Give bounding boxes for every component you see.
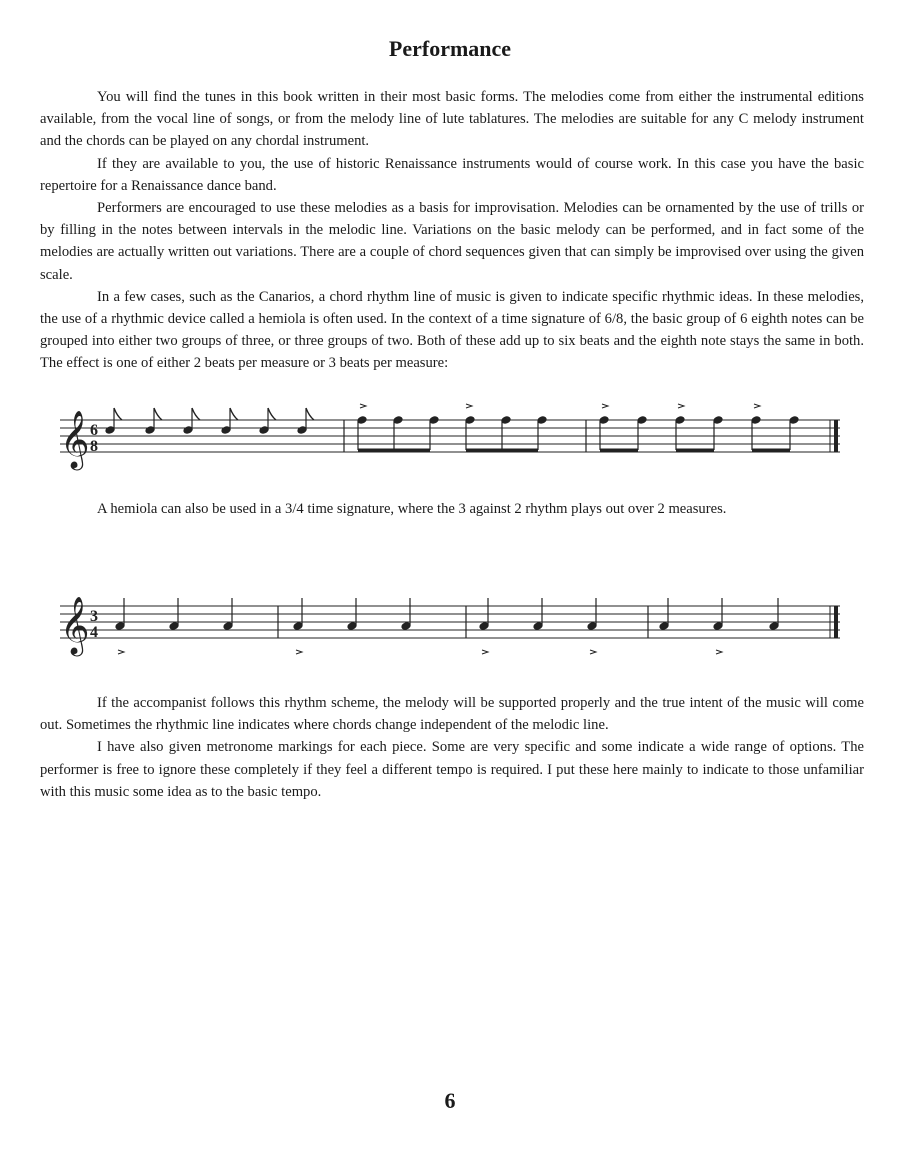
music-example-3-4 <box>60 590 850 670</box>
time-signature-top: 3 <box>90 608 98 625</box>
time-signature-bottom: 8 <box>90 438 98 455</box>
accent-mark <box>360 404 472 408</box>
measure-1 <box>105 408 314 434</box>
paragraph: A hemiola can also be used in a 3/4 time signature, where the 3 against 2 rhythm plays out over 2 measures. <box>97 501 727 517</box>
eighth-note <box>105 408 122 434</box>
hemiola-text <box>40 498 800 520</box>
music-example-6-8 <box>60 400 850 480</box>
eighth-note <box>145 408 162 434</box>
accent-mark <box>602 404 760 408</box>
paragraph: In a few cases, such as the Canarios, a chord rhythm line of music is given to indicate specific rhythmic ideas. In these melodies, the use of a rhythmic device called a hemiola is often used. In the context of a time signature of 6/8, the basic group of 6 eighth notes can be grouped into either two groups of three, or three groups of two. Both of these add up to six beats and the eighth note stays the same in both. The effect is one of either 2 beats per measure or 3 beats per measure: <box>40 288 864 372</box>
accent-mark <box>296 650 302 654</box>
measure-2 <box>357 404 547 450</box>
intro-text <box>40 86 864 375</box>
treble-clef-icon: 𝄞 <box>60 596 90 654</box>
time-signature-top: 6 <box>90 422 98 439</box>
page-number: 6 <box>444 1088 456 1113</box>
paragraph: If they are available to you, the use of historic Renaissance instruments would of course work. In this case you have the basic repertoire for a Renaissance dance band. <box>40 155 864 194</box>
eighth-note <box>297 408 314 434</box>
staff-lines <box>60 606 840 638</box>
accent-mark <box>590 650 596 654</box>
closing-text <box>40 692 864 803</box>
treble-clef-icon: 𝄞 <box>60 410 90 468</box>
accent-mark <box>716 650 722 654</box>
accent-mark <box>482 650 488 654</box>
staff-lines <box>60 420 840 452</box>
eighth-note <box>221 408 238 434</box>
paragraph: You will find the tunes in this book written in their most basic forms. The melodies come from either the instrumental editions available, from the vocal line of songs, or from the melody line of lute tablatures. The melodies are suitable for any C melody instrument and the chords can be played on any chordal instrument. <box>40 89 864 150</box>
time-signature-bottom: 4 <box>90 624 98 641</box>
measure-3 <box>599 404 799 450</box>
eighth-note <box>183 408 200 434</box>
paragraph: If the accompanist follows this rhythm scheme, the melody will be supported properly and the true intent of the music will come out. Sometimes the rhythmic line indicates where chords change independent of the melodic line. <box>40 695 864 734</box>
accent-mark <box>118 650 124 654</box>
page-title: Performance <box>388 36 512 61</box>
paragraph: Performers are encouraged to use these melodies as a basis for improvisation. Melodies can be ornamented by the use of trills or by filling in the notes between intervals in the melodic line. Variations on the basic melody can be performed, and in fact some of the melodies are actually written out variations. There are a couple of chord sequences given that can simply be improvised over using the given scale. <box>40 200 864 283</box>
eighth-note <box>259 408 276 434</box>
paragraph: I have also given metronome markings for each piece. Some are very specific and some indicate a wide range of options. The performer is free to ignore these completely if they feel a different tempo is required. I put these here mainly to indicate to those unfamiliar with this music some idea as to the basic tempo. <box>40 739 864 800</box>
